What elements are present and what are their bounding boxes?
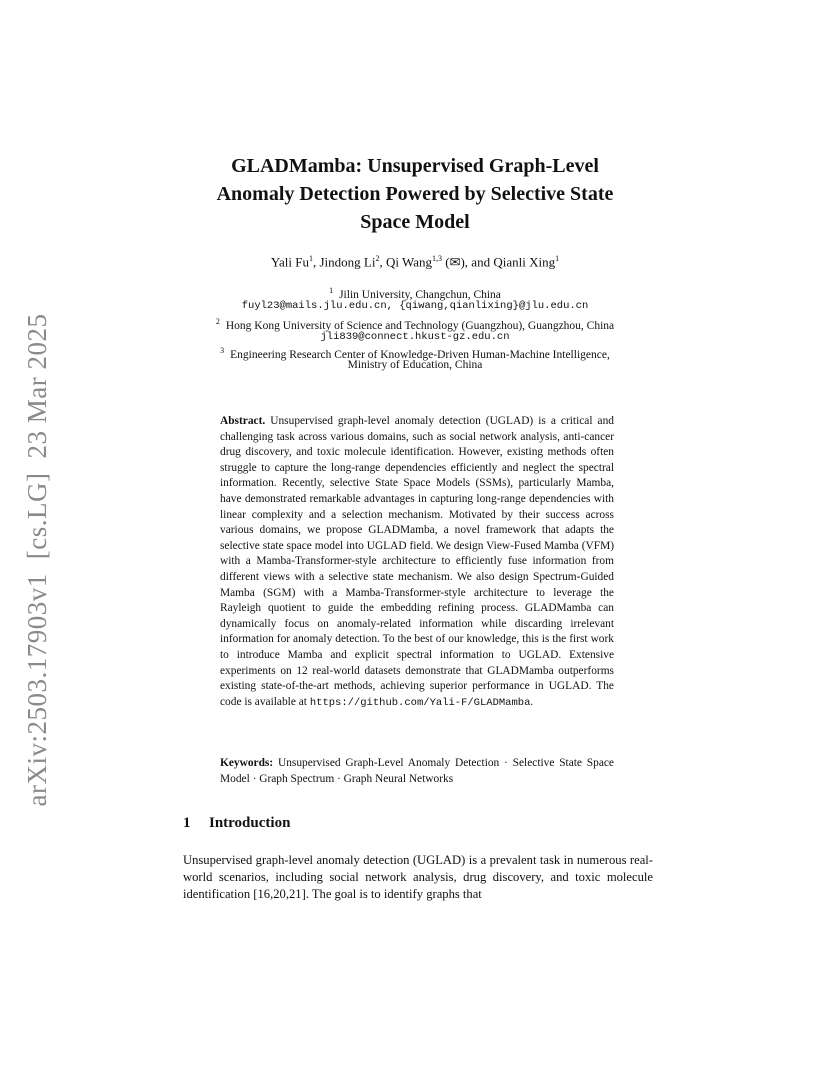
abstract: [220, 414, 614, 711]
arxiv-date: 23 Mar 2025: [22, 313, 52, 459]
author-and: and: [471, 254, 491, 270]
abstract-end: .: [530, 695, 534, 708]
author-list: Yali Fu$^1$, Jindong Li$^2$, Qi Wang$^{1,3}$ (✉), and Qianli Xing$^1$: [270, 254, 560, 270]
affiliation-2-name: Hong Kong University of Science and Technology (Guangzhou), Guangzhou, China: [225, 319, 615, 332]
author-3: Qi Wang: [385, 254, 432, 270]
author-4-affil: 1: [555, 254, 560, 263]
author-1-affil: 1: [308, 254, 313, 263]
affiliation-2-number: 2: [215, 317, 220, 326]
section-number: 1: [183, 815, 191, 831]
author-3-affil: 1,3: [431, 254, 442, 263]
code-link[interactable]: https://github.com/Yali-F/GLADMamba: [309, 696, 531, 709]
envelope-icon: (✉): [445, 254, 465, 270]
arxiv-id[interactable]: arXiv:2503.17903v1: [22, 573, 52, 807]
keywords-text: Unsupervised Graph-Level Anomaly Detection · Selective State Space Model · Graph Spectrum · Graph Neural Networks: [220, 757, 614, 785]
title-line-3: Space Model: [360, 211, 470, 233]
keywords-label: Keywords:: [220, 757, 274, 769]
title-line-1: GLADMamba: Unsupervised Graph-Level: [231, 155, 599, 177]
author-2: Jindong Li: [319, 254, 376, 270]
affiliation-3-name: Engineering Research Center of Knowledge-Driven Human-Machine Intelligence,: [230, 348, 610, 361]
abstract-label: Abstract.: [220, 415, 266, 427]
affiliation-1-number: 1: [329, 286, 334, 295]
author-4: Qianli Xing: [493, 254, 556, 270]
arxiv-stamp: [22, 300, 52, 820]
abstract-text: Unsupervised graph-level anomaly detection (UGLAD) is a critical and challenging task across various domains, such as social network analysis, anti-cancer drug discovery, and toxic molecule identification. However, existing methods often struggle to capture the long-range dependencies efficiently and neglect the spectral information. Recently, selective State Space Models (SSMs), particularly Mamba, have demonstrated remarkable advantages in capturing long-range dependencies with linear complexity and a selection mechanism. Motivated by their success across various domains, we propose GLADMamba, a novel framework that adapts the selective state space model into UGLAD field. We design View-Fused Mamba (VFM) with a Mamba-Transformer-style architecture to efficiently fuse information from different views with a selective state mechanism. We also design Spectrum-Guided Mamba (SGM) with a Mamba-Transformer-style architecture to leverage the Rayleigh quotient to guide the embedding refining process. GLADMamba can dynamically focus on anomaly-related information while discarding irrelevant information for anomaly detection. To the best of our knowledge, this is the first work to introduce Mamba and explicit spectral information to UGLAD. Extensive experiments on 12 real-world datasets demonstrate that GLADMamba outperforms existing state-of-the-art methods, achieving superior performance in UGLAD. The code is available at: [220, 415, 614, 708]
section-title: Introduction: [209, 815, 291, 831]
affiliation-1-name: Jilin University, Changchun, China: [339, 288, 501, 301]
affiliation-2-email: jli839@connect.hkust-gz.edu.cn: [320, 331, 510, 343]
author-2-affil: 2: [375, 254, 380, 263]
title-line-2: Anomaly Detection Powered by Selective State: [216, 183, 614, 205]
keywords: [220, 756, 614, 787]
section-heading: [183, 815, 653, 832]
intro-paragraph: Unsupervised graph-level anomaly detection (UGLAD) is a prevalent task in numerous real-world scenarios, including social network analysis, drug discovery, and toxic molecule identification [16,20,21]. The goal is to identify graphs that: [183, 853, 653, 901]
author-1: Yali Fu: [270, 254, 309, 270]
arxiv-category: [cs.LG]: [22, 472, 52, 560]
affiliation-3-number: 3: [220, 346, 225, 355]
affiliation-3-line-2: Ministry of Education, China: [347, 359, 483, 371]
paper-title: [150, 152, 680, 236]
affiliation-1-email: fuyl23@mails.jlu.edu.cn, {qiwang,qianlixing}@jlu.edu.cn: [241, 300, 589, 312]
